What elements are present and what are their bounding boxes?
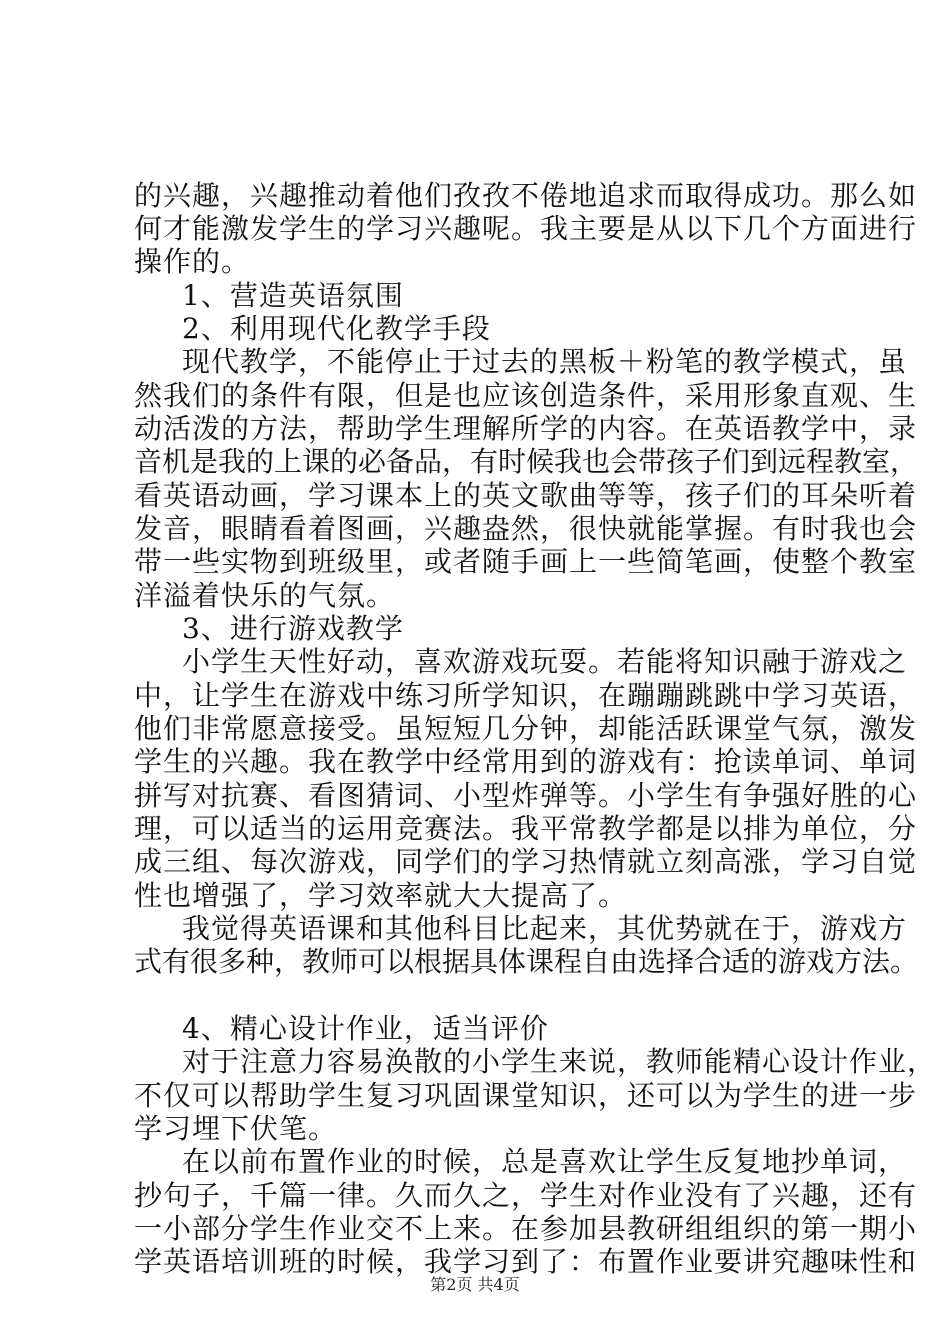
text-line: 何才能激发学生的学习兴趣呢。我主要是从以下几个方面进行 [134,212,918,245]
text-line: 中，让学生在游戏中练习所学知识，在蹦蹦跳跳中学习英语， [134,679,918,712]
text-line: 然我们的条件有限，但是也应该创造条件，采用形象直观、生 [134,379,918,412]
text-line: 成三组、每次游戏，同学们的学习热情就立刻高涨，学习自觉 [134,845,918,878]
text-line: 小学生天性好动，喜欢游戏玩耍。若能将知识融于游戏之 [182,645,908,678]
text-line: 在以前布置作业的时候，总是喜欢让学生反复地抄单词， [182,1145,908,1178]
text-line: 发音，眼睛看着图画，兴趣盎然，很快就能掌握。有时我也会 [134,512,918,545]
text-line: 对于注意力容易涣散的小学生来说，教师能精心设计作业， [182,1045,937,1078]
text-line: 拼写对抗赛、看图猜词、小型炸弹等。小学生有争强好胜的心 [134,779,918,812]
text-line: 式有很多种，教师可以根据具体课程自由选择合适的游戏方法。 [134,945,919,978]
text-line: 看英语动画，学习课本上的英文歌曲等等，孩子们的耳朵听着 [134,479,918,512]
text-line: 理，可以适当的运用竞赛法。我平常教学都是以排为单位，分 [134,812,918,845]
section-heading: 2、利用现代化教学手段 [182,312,491,345]
text-line: 操作的。 [134,245,251,278]
text-line: 学英语培训班的时候，我学习到了：布置作业要讲究趣味性和 [134,1245,918,1278]
text-line: 现代教学，不能停止于过去的黑板＋粉笔的教学模式，虽 [182,345,908,378]
text-line: 一小部分学生作业交不上来。在参加县教研组组织的第一期小 [134,1212,918,1245]
page-number-footer: 第2页 共4页 [430,1275,520,1294]
text-line: 动活泼的方法，帮助学生理解所学的内容。在英语教学中，录 [134,412,918,445]
text-line: 的兴趣，兴趣推动着他们孜孜不倦地追求而取得成功。那么如 [134,179,918,212]
text-line: 我觉得英语课和其他科目比起来，其优势就在于，游戏方 [182,912,908,945]
text-line: 性也增强了，学习效率就大大提高了。 [134,879,628,912]
text-line: 学生的兴趣。我在教学中经常用到的游戏有：抢读单词、单词 [134,745,918,778]
section-heading: 4、精心设计作业，适当评价 [182,1012,549,1045]
section-heading: 1、营造英语氛围 [182,279,404,312]
text-line: 带一些实物到班级里，或者随手画上一些简笔画，使整个教室 [134,545,918,578]
text-line: 学习埋下伏笔。 [134,1112,338,1145]
text-line: 抄句子，千篇一律。久而久之，学生对作业没有了兴趣，还有 [134,1179,918,1212]
text-line: 不仅可以帮助学生复习巩固课堂知识，还可以为学生的进一步 [134,1079,918,1112]
section-heading: 3、进行游戏教学 [182,612,404,645]
text-line: 他们非常愿意接受。虽短短几分钟，却能活跃课堂气氛，激发 [134,712,918,745]
text-line: 洋溢着快乐的气氛。 [134,579,396,612]
text-line: 音机是我的上课的必备品，有时候我也会带孩子们到远程教室， [134,445,919,478]
